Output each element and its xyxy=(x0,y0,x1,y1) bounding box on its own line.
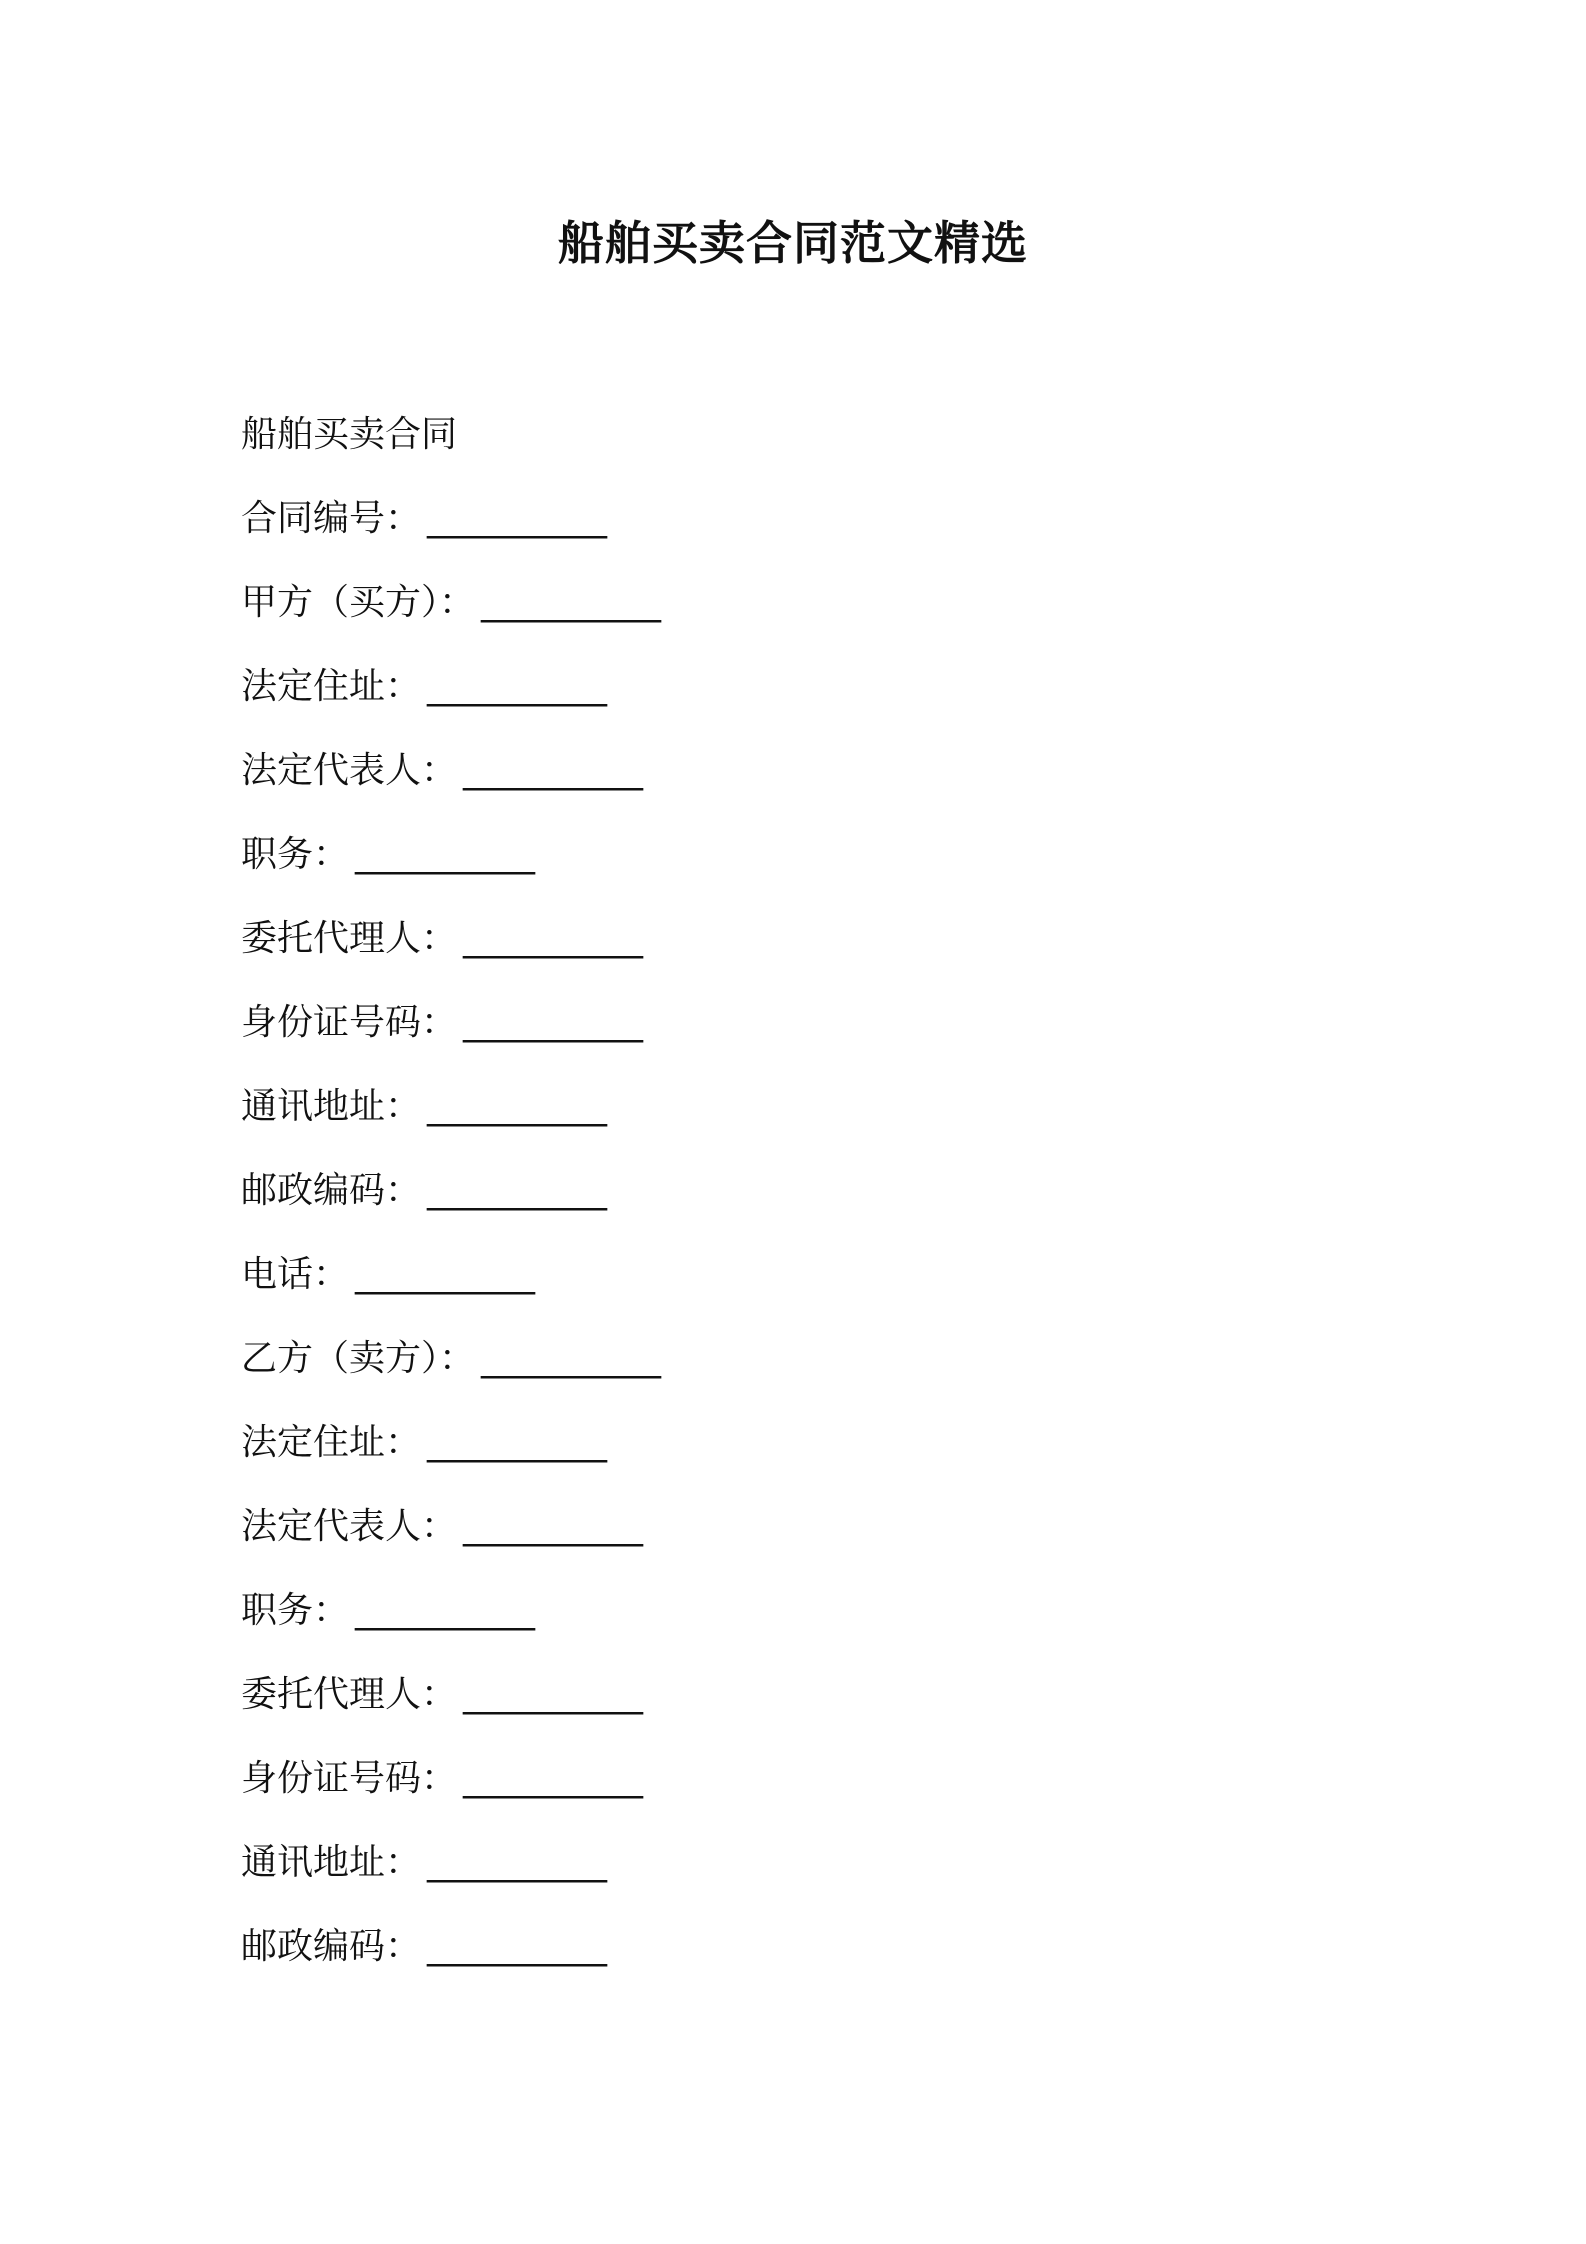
contract-subtitle xyxy=(241,405,1341,489)
field-blank: __________ xyxy=(463,918,644,959)
field-line xyxy=(241,909,1341,993)
field-blank: __________ xyxy=(427,1170,608,1211)
field-line xyxy=(241,1833,1341,1917)
field-blank: __________ xyxy=(463,1506,644,1547)
field-blank: __________ xyxy=(463,1002,644,1043)
field-label: 身份证号码： xyxy=(241,1758,458,1799)
field-label: 乙方（卖方）： xyxy=(241,1338,476,1379)
field-blank: __________ xyxy=(463,1758,644,1799)
field-label: 邮政编码： xyxy=(241,1926,422,1967)
field-blank: __________ xyxy=(427,498,608,539)
field-line xyxy=(241,1077,1341,1161)
field-label: 通讯地址： xyxy=(241,1842,422,1883)
field-label: 身份证号码： xyxy=(241,1002,458,1043)
field-blank: __________ xyxy=(355,1254,536,1295)
field-line xyxy=(241,741,1341,825)
field-blank: __________ xyxy=(481,582,662,623)
field-blank: __________ xyxy=(427,1842,608,1883)
field-line xyxy=(241,489,1341,573)
field-label: 职务： xyxy=(241,834,350,875)
field-line xyxy=(241,1665,1341,1749)
field-line xyxy=(241,1329,1341,1413)
field-blank: __________ xyxy=(355,1590,536,1631)
field-blank: __________ xyxy=(427,1086,608,1127)
field-line xyxy=(241,1245,1341,1329)
field-blank: __________ xyxy=(463,1674,644,1715)
field-label: 邮政编码： xyxy=(241,1170,422,1211)
field-blank: __________ xyxy=(355,834,536,875)
field-line xyxy=(241,1917,1341,2001)
field-line xyxy=(241,1161,1341,1245)
field-label: 电话： xyxy=(241,1254,350,1295)
field-blank: __________ xyxy=(463,750,644,791)
field-blank: __________ xyxy=(481,1338,662,1379)
contract-fields xyxy=(241,405,1341,2001)
field-line xyxy=(241,825,1341,909)
field-label: 合同编号： xyxy=(241,498,422,539)
field-blank: __________ xyxy=(427,666,608,707)
field-line xyxy=(241,573,1341,657)
field-label: 法定代表人： xyxy=(241,750,458,791)
subtitle-text: 船舶买卖合同 xyxy=(241,414,458,455)
field-label: 委托代理人： xyxy=(241,918,458,959)
field-blank: __________ xyxy=(427,1926,608,1967)
field-label: 通讯地址： xyxy=(241,1086,422,1127)
field-label: 甲方（买方）： xyxy=(241,582,476,623)
field-blank: __________ xyxy=(427,1422,608,1463)
field-line xyxy=(241,993,1341,1077)
field-line xyxy=(241,657,1341,741)
field-line xyxy=(241,1749,1341,1833)
field-line xyxy=(241,1413,1341,1497)
field-label: 法定住址： xyxy=(241,1422,422,1463)
document-title: 船舶买卖合同范文精选 xyxy=(558,216,1028,270)
field-line xyxy=(241,1497,1341,1581)
field-label: 委托代理人： xyxy=(241,1674,458,1715)
field-label: 法定代表人： xyxy=(241,1506,458,1547)
field-line xyxy=(241,1581,1341,1665)
field-label: 职务： xyxy=(241,1590,350,1631)
field-label: 法定住址： xyxy=(241,666,422,707)
